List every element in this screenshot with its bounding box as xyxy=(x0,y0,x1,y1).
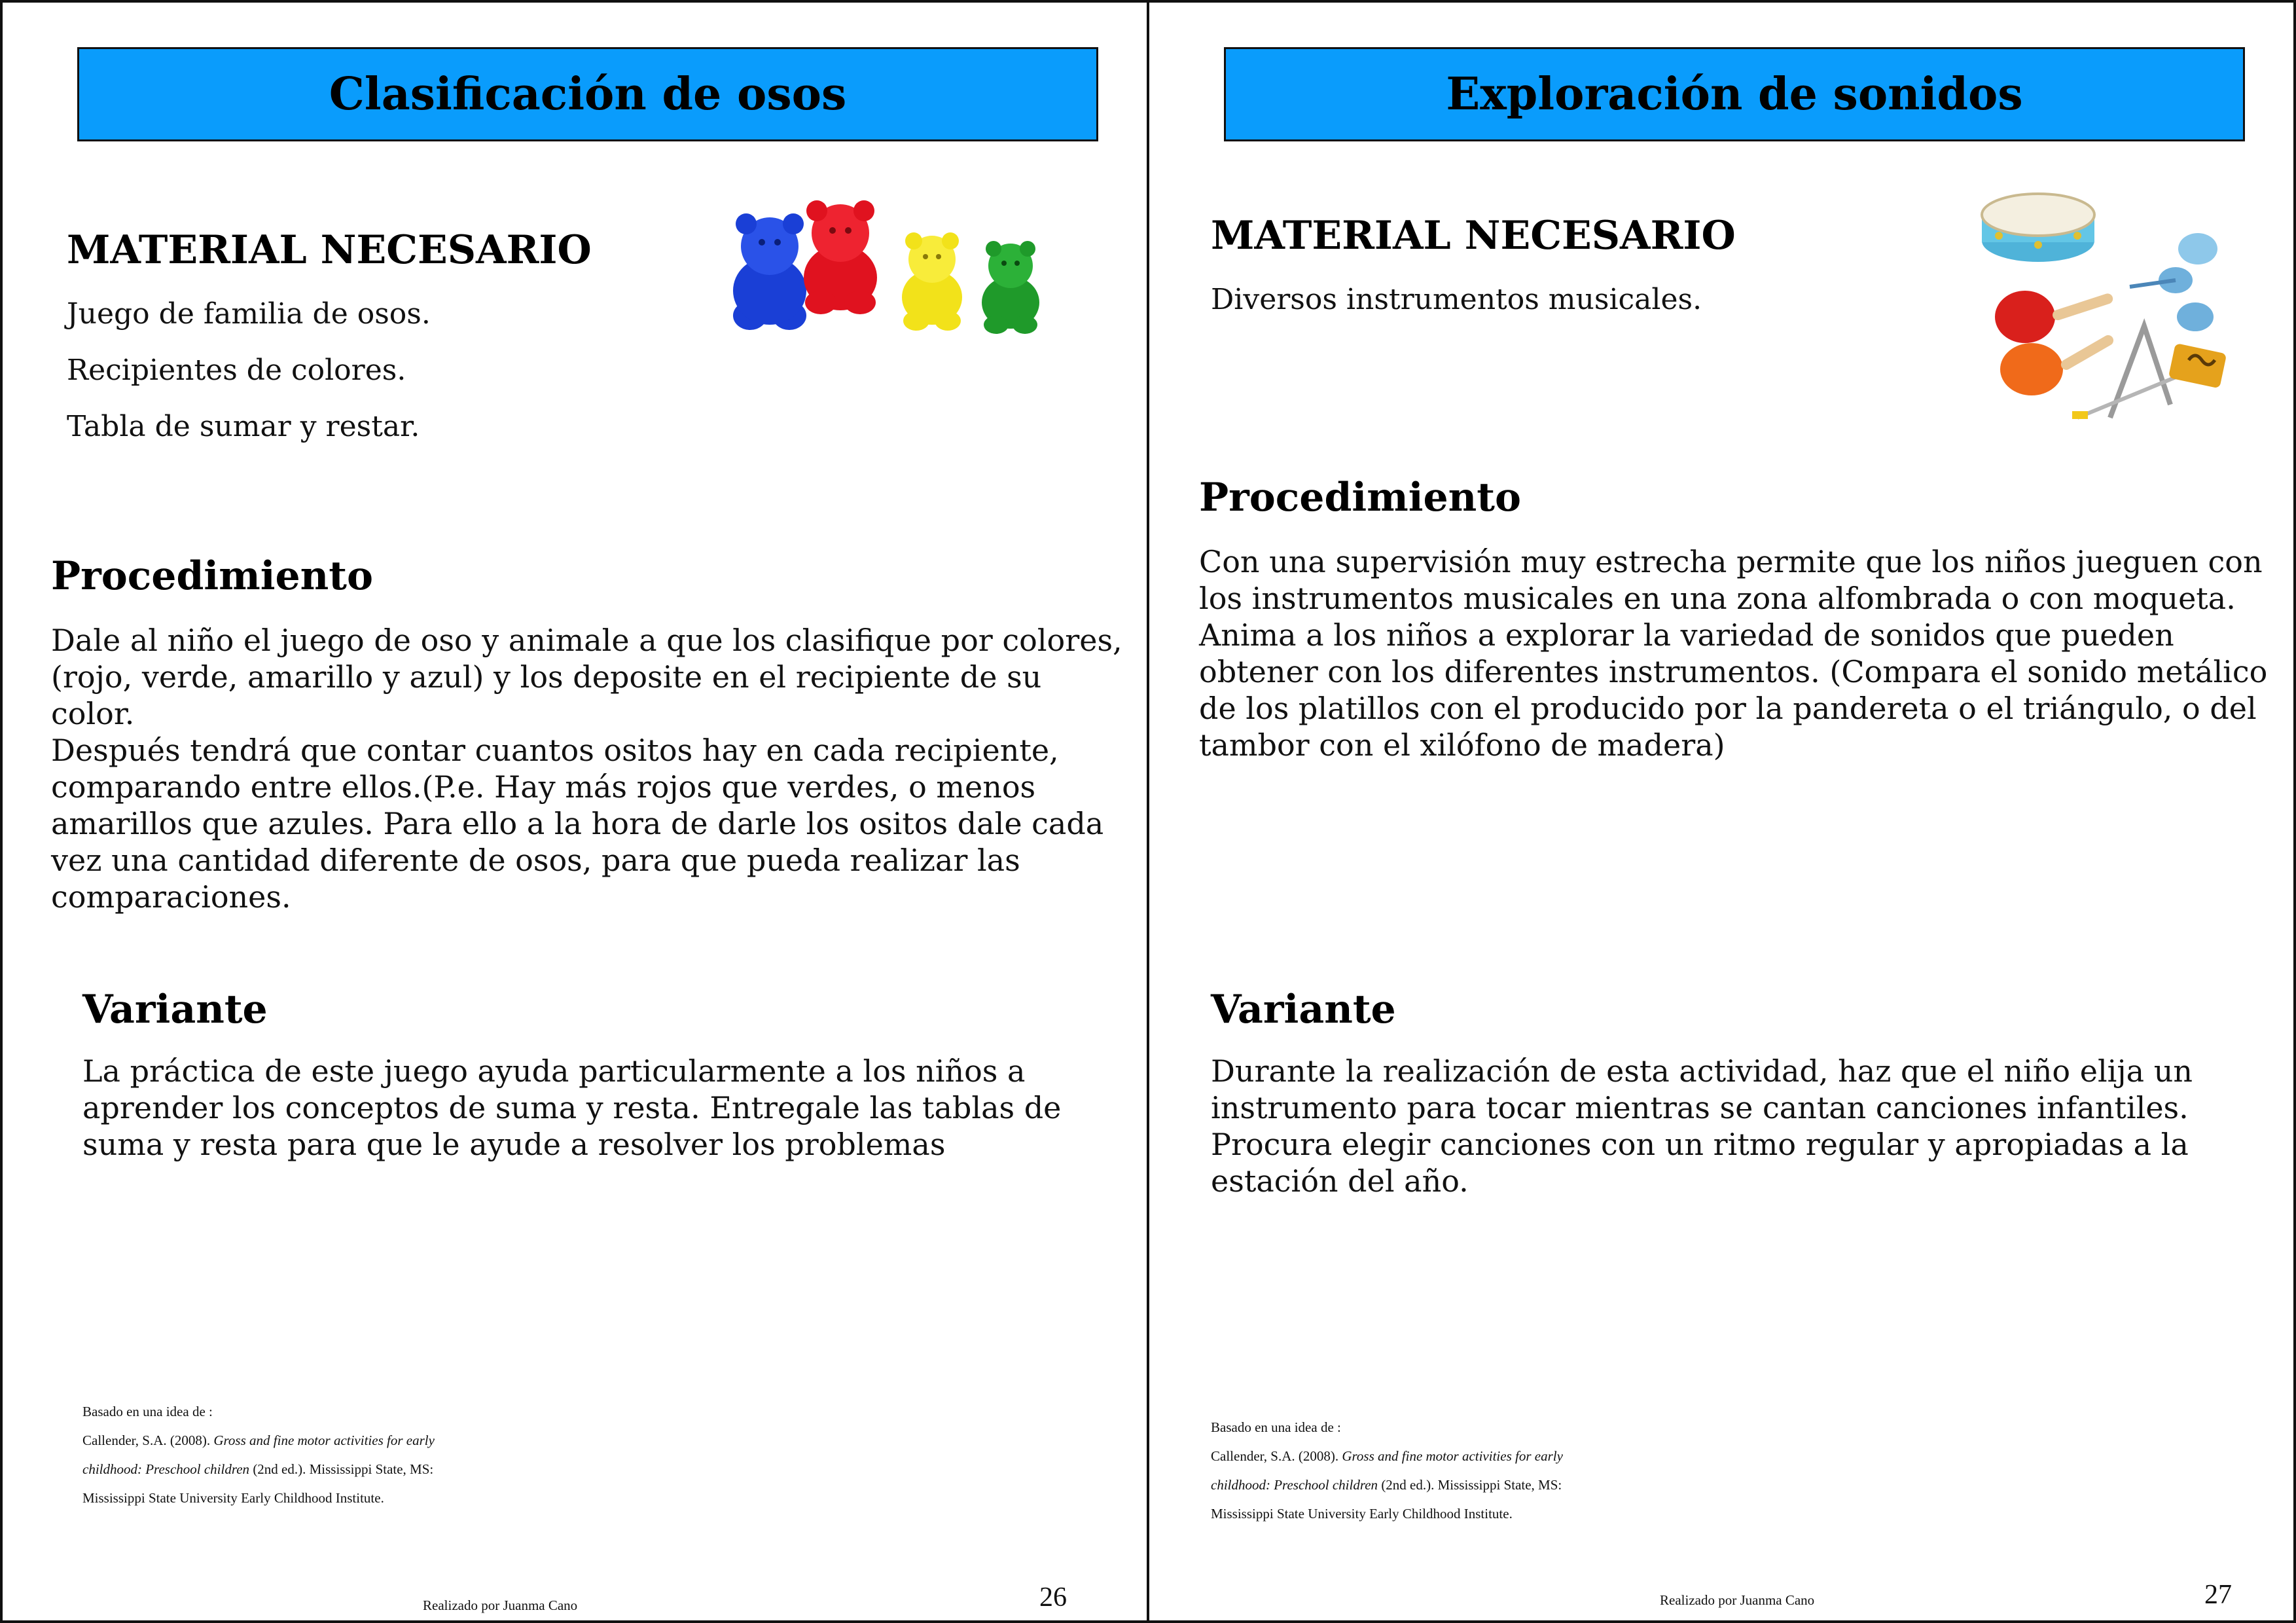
material-item: Juego de familia de osos. xyxy=(67,297,431,331)
colored-bears-icon xyxy=(709,199,1096,343)
procedure-line: Con una supervisión muy estrecha permite que los niños jueguen con xyxy=(1199,544,2263,579)
variant-line: Procura elegir canciones con un ritmo regular y apropiadas a la xyxy=(1211,1127,2189,1162)
procedure-heading: Procedimiento xyxy=(51,553,374,599)
procedure-line: Anima a los niños a explorar la variedad de sonidos que pueden xyxy=(1199,617,2174,653)
procedure-line: Después tendrá que contar cuantos ositos hay en cada recipiente, xyxy=(51,733,1059,768)
procedure-line: (rojo, verde, amarillo y azul) y los deposite en el recipiente de su color. xyxy=(51,659,1042,731)
footer-credit: Realizado por Juanma Cano xyxy=(1660,1592,1815,1608)
reference-line: Mississippi State University Early Childhood Institute. xyxy=(1211,1506,1513,1522)
material-item: Recipientes de colores. xyxy=(67,354,406,387)
reference-line: childhood: Preschool children (2nd ed.). Mississippi State, MS: xyxy=(1211,1477,1562,1493)
procedure-line: de los platillos con el producido por la pandereta o el triángulo, o del xyxy=(1199,691,2257,726)
variant-line: instrumento para tocar mientras se cantan canciones infantiles. xyxy=(1211,1090,2189,1125)
material-item: Diversos instrumentos musicales. xyxy=(1211,283,1702,316)
footer-credit: Realizado por Juanma Cano xyxy=(423,1597,578,1613)
procedure-line: Dale al niño el juego de oso y animale a que los clasifique por colores, xyxy=(51,623,1122,658)
woodblock-icon xyxy=(2168,343,2227,388)
reference-intro: Basado en una idea de : xyxy=(1211,1419,1341,1435)
reference-line: Mississippi State University Early Childhood Institute. xyxy=(82,1490,384,1506)
page-number: 27 xyxy=(2204,1580,2232,1610)
castanets-icon xyxy=(2130,233,2217,331)
variant-heading: Variante xyxy=(82,987,268,1032)
variant-heading: Variante xyxy=(1211,987,1396,1032)
reference-intro: Basado en una idea de : xyxy=(82,1404,213,1419)
reference-line: Callender, S.A. (2008). Gross and fine motor activities for early xyxy=(1211,1448,1563,1464)
reference-line: Callender, S.A. (2008). Gross and fine motor activities for early xyxy=(82,1432,435,1448)
musical-instruments-icon xyxy=(1979,189,2236,432)
materials-heading: MATERIAL NECESARIO xyxy=(1211,213,1736,259)
variant-line: La práctica de este juego ayuda particularmente a los niños a xyxy=(82,1053,1026,1089)
reference-line: childhood: Preschool children (2nd ed.). Mississippi State, MS: xyxy=(82,1461,434,1477)
procedure-line: vez una cantidad diferente de osos, para que pueda realizar las xyxy=(51,843,1020,878)
blue-bear-icon xyxy=(733,213,806,330)
procedure-text xyxy=(51,622,1124,915)
materials-heading: MATERIAL NECESARIO xyxy=(67,227,592,273)
variant-text xyxy=(82,1053,1130,1163)
procedure-heading: Procedimiento xyxy=(1199,475,1522,520)
page-27 xyxy=(1147,0,2296,1623)
yellow-bear-icon xyxy=(902,232,962,331)
material-item: Tabla de sumar y restar. xyxy=(67,410,420,443)
procedure-line: obtener con los diferentes instrumentos. (Compara el sonido metálico xyxy=(1199,654,2268,689)
procedure-line: comparaciones. xyxy=(51,879,291,915)
maracas-icon xyxy=(1995,291,2115,395)
procedure-line: tambor con el xilófono de madera) xyxy=(1199,727,1725,763)
procedure-text xyxy=(1199,543,2286,763)
variant-line: Durante la realización de esta actividad, haz que el niño elija un xyxy=(1211,1053,2193,1089)
page-title-banner: Exploración de sonidos xyxy=(1224,47,2245,141)
page-number: 26 xyxy=(1039,1582,1067,1613)
procedure-line: los instrumentos musicales en una zona alfombrada o con moqueta. xyxy=(1199,581,2236,616)
procedure-line: amarillos que azules. Para ello a la hora de darle los ositos dale cada xyxy=(51,806,1104,841)
page-title-banner: Clasificación de osos xyxy=(77,47,1098,141)
variant-line: suma y resta para que le ayude a resolver los problemas xyxy=(82,1127,946,1162)
red-bear-icon xyxy=(804,200,877,314)
variant-line: aprender los conceptos de suma y resta. Entregale las tablas de xyxy=(82,1090,1062,1125)
procedure-line: comparando entre ellos.(P.e. Hay más rojos que verdes, o menos xyxy=(51,769,1036,805)
variant-text xyxy=(1211,1053,2271,1199)
reference-block xyxy=(82,1397,435,1512)
reference-block xyxy=(1211,1413,1563,1528)
variant-line: estación del año. xyxy=(1211,1163,1469,1199)
tambourine-icon xyxy=(1982,194,2094,262)
green-bear-icon xyxy=(982,241,1039,334)
